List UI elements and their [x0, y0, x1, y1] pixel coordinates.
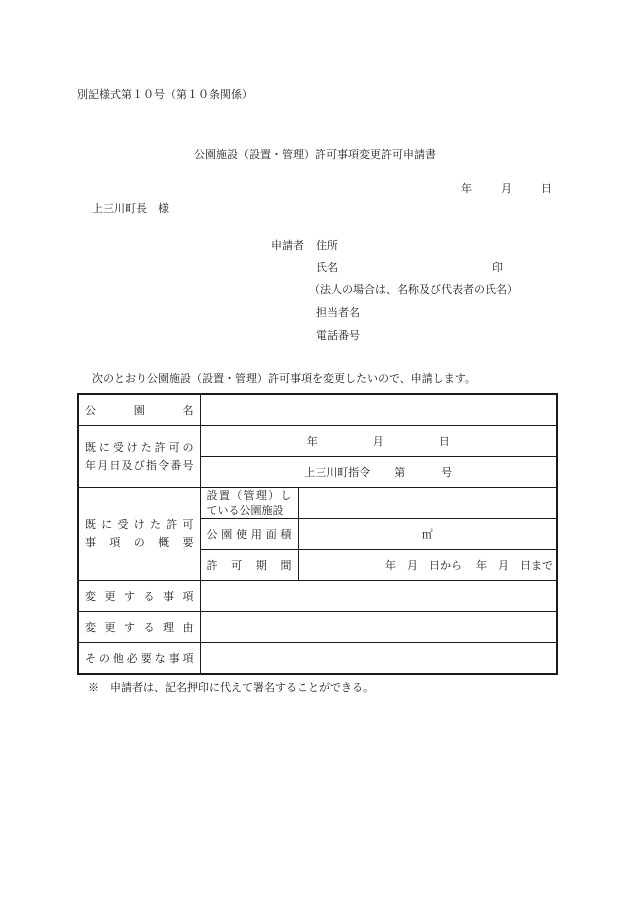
address-field: 住所 — [316, 239, 338, 252]
change-reason-value[interactable] — [200, 612, 557, 643]
change-reason-row — [78, 612, 557, 643]
prior-permit-date-row — [78, 426, 557, 457]
area-value[interactable] — [298, 519, 557, 550]
park-name-value[interactable] — [200, 394, 557, 426]
other-label: その他必要な事項 — [78, 643, 200, 675]
application-date — [461, 180, 552, 196]
name-field: 氏名 — [316, 261, 338, 274]
date-year-label: 年 — [461, 182, 472, 195]
change-reason-label: 変更する理由 — [78, 612, 200, 643]
change-item-row — [78, 581, 557, 612]
corporate-note: （法人の場合は、名称及び代表者の氏名） — [309, 283, 518, 296]
park-name-row — [78, 394, 557, 426]
application-table — [77, 393, 558, 675]
intro-text: 次のとおり公園施設（設置・管理）許可事項を変更したいので、申請します。 — [92, 372, 476, 385]
signature-note: ※ 申請者は、記名押印に代えて署名することができる。 — [88, 681, 374, 694]
area-unit: ㎡ — [421, 528, 433, 541]
phone-field: 電話番号 — [316, 329, 360, 342]
change-item-value[interactable] — [200, 581, 557, 612]
other-row — [78, 643, 557, 675]
seal-mark: 印 — [492, 261, 503, 274]
change-item-label: 変更する事項 — [78, 581, 200, 612]
prior-permit-order-number[interactable]: 上三川町指令 第 号 — [200, 457, 557, 488]
applicant-label: 申請者 — [271, 239, 304, 252]
date-day-label: 日 — [541, 182, 552, 195]
date-month-label: 月 — [501, 182, 512, 195]
other-value[interactable] — [200, 643, 557, 675]
addressee: 上三川町長 様 — [92, 202, 169, 215]
park-name-label: 公園名 — [78, 394, 200, 426]
facility-label: 設置（管理）し ている公園施設 — [200, 488, 298, 519]
facility-value[interactable] — [298, 488, 557, 519]
prior-permit-date[interactable]: 年 月 日 — [200, 426, 557, 457]
period-value[interactable]: 年 月 日から 年 月 日まで — [298, 550, 557, 581]
document-title: 公園施設（設置・管理）許可事項変更許可申請書 — [194, 148, 436, 161]
facility-row — [78, 488, 557, 519]
period-label: 許可期間 — [200, 550, 298, 581]
prior-permit-label: 既に受けた許可の 年月日及び指令番号 — [78, 426, 200, 488]
form-number: 別記様式第１０号（第１０条関係） — [77, 88, 253, 101]
area-label: 公園使用面積 — [200, 519, 298, 550]
permit-summary-label: 既に受けた許可 事項の概要 — [78, 488, 200, 581]
contact-person-field: 担当者名 — [316, 306, 360, 319]
